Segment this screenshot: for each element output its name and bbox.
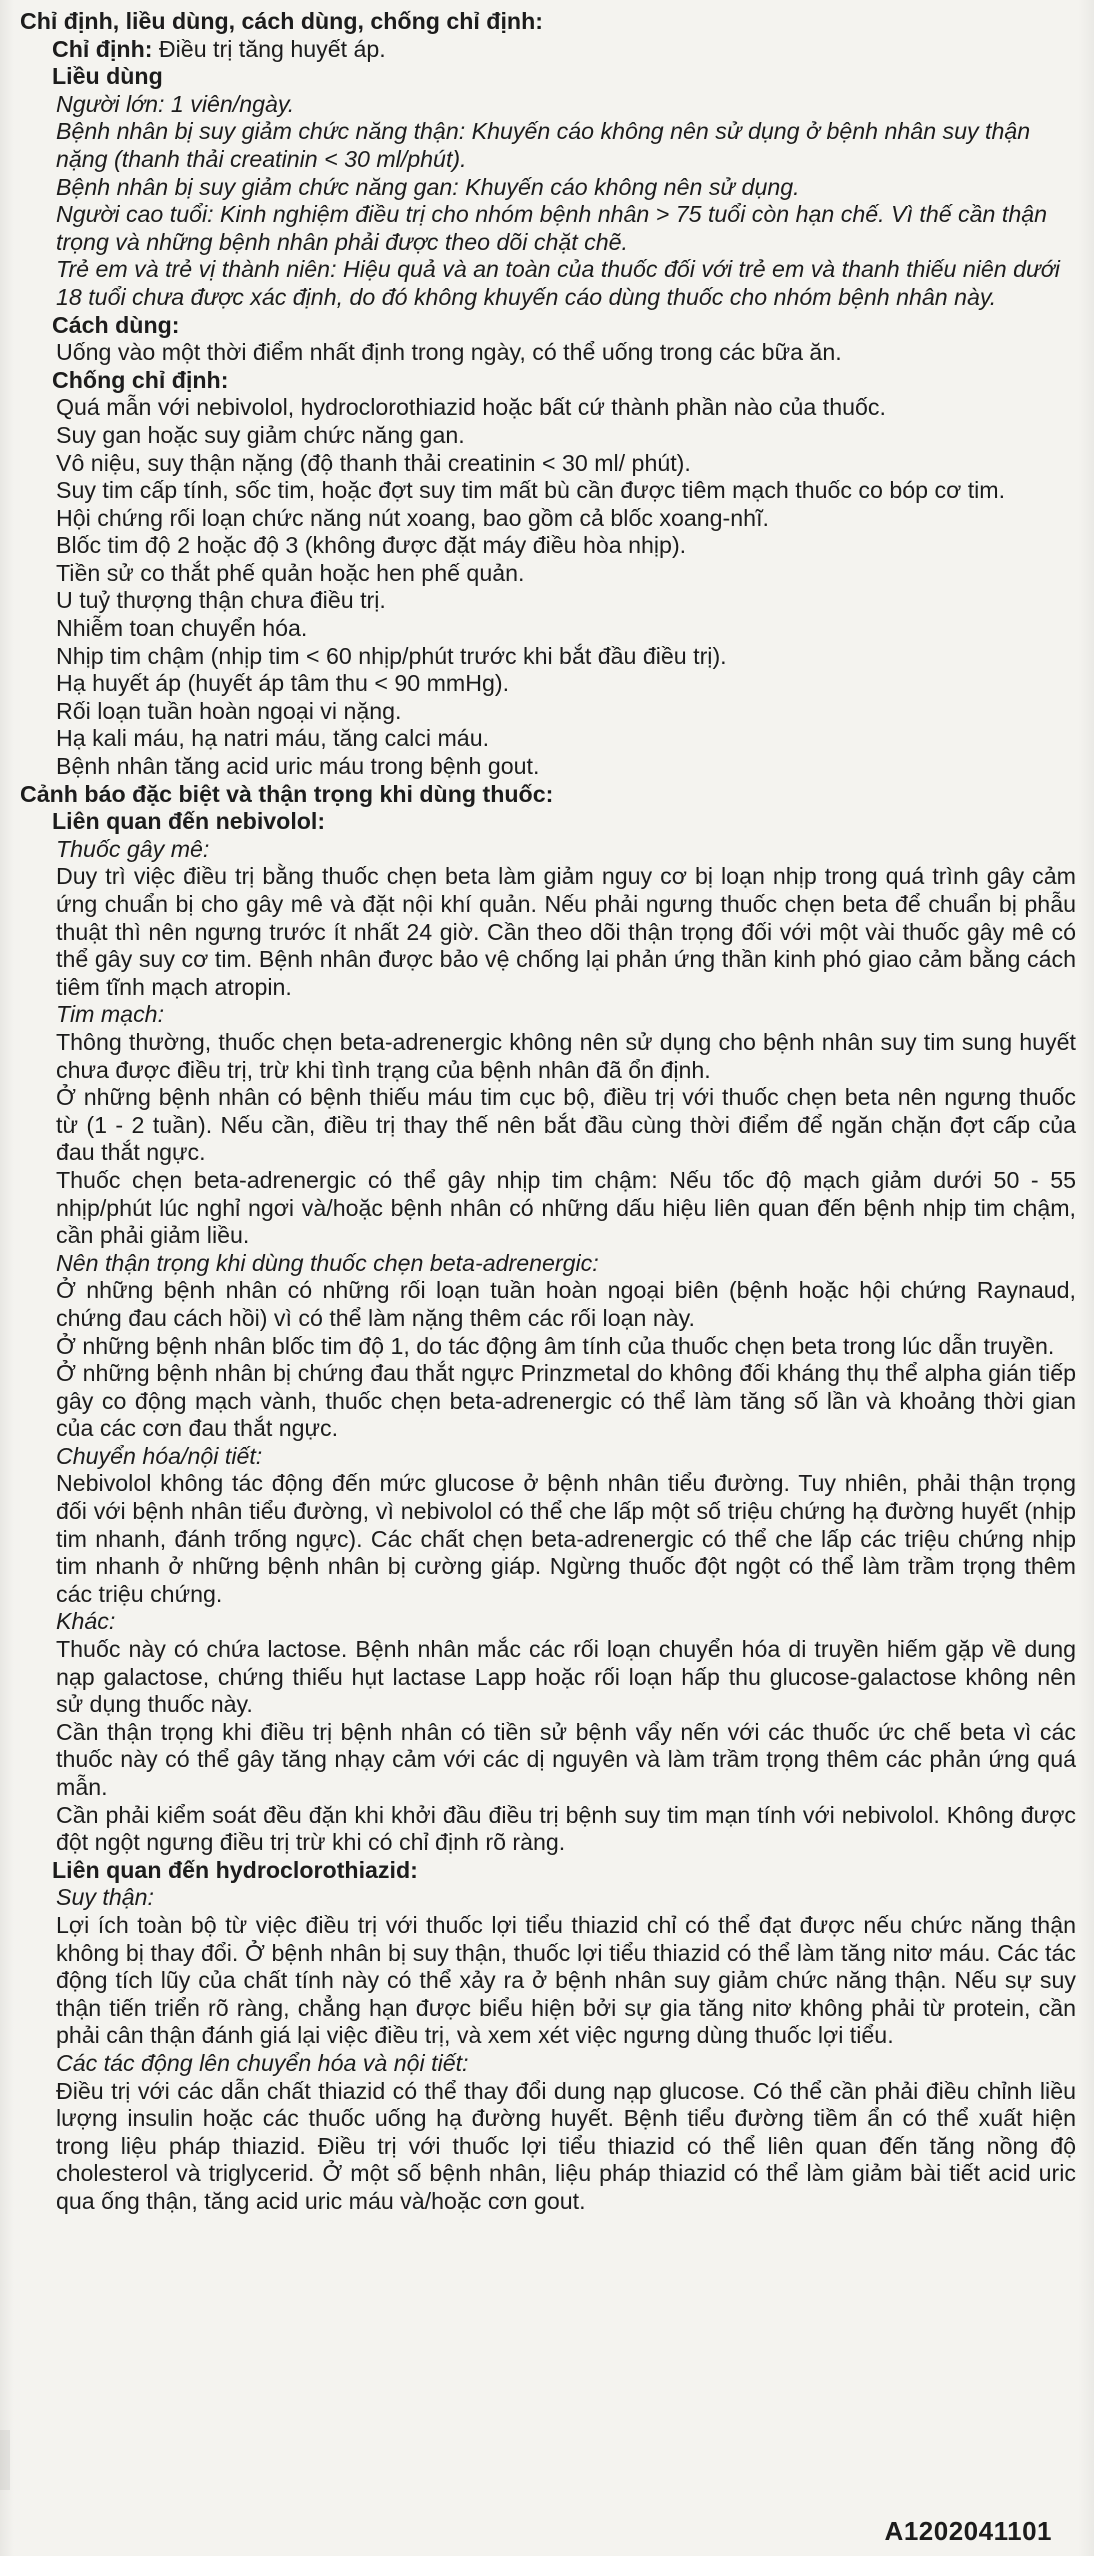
- contraindication-item: Quá mẫn với nebivolol, hydroclorothiazid hoặc bất cứ thành phần nào của thuốc.: [56, 394, 886, 421]
- section-title-indications: Chỉ định, liều dùng, cách dùng, chống chỉ định:: [20, 8, 543, 34]
- contraindication-item: Nhiễm toan chuyển hóa.: [56, 615, 308, 642]
- contraindication-item: Bệnh nhân tăng acid uric máu trong bệnh gout.: [56, 753, 540, 780]
- contraindication-item: Tiền sử co thắt phế quản hoặc hen phế quản.: [56, 559, 525, 586]
- other-paragraph: Cần phải kiểm soát đều đặn khi khởi đầu điều trị bệnh suy tim mạn tính với nebivolol. Không được đột ngột ngưng điều trị trừ khi có chỉ định rõ ràng.: [56, 1801, 1076, 1856]
- anesthesia-text: Duy trì việc điều trị bằng thuốc chẹn beta làm giảm nguy cơ bị loạn nhịp trong quá trình gây cảm ứng chuẩn bị cho gây mê và đặt nội khí quản. Nếu phải ngưng thuốc chẹn beta để chuẩn bị phẫu thuật thì nên ngưng trước ít nhất 24 giờ. Cần theo dõi thận trọng đối với một vài thuốc gây mê có thể gây suy cơ tim. Bệnh nhân được bảo vệ chống lại phản ứng thần kinh phó giao cảm bằng cách tiêm tĩnh mạch atropin.: [56, 863, 1076, 1000]
- contraindication-item: U tuỷ thượng thận chưa điều trị.: [56, 587, 386, 614]
- dosage-children: Trẻ em và trẻ vị thành niên: Hiệu quả và an toàn của thuốc đối với trẻ em và thanh thiếu niên dưới 18 tuổi chưa được xác định, do đó không khuyến cáo dùng thuốc cho nhóm bệnh nhân này.: [56, 256, 1060, 310]
- administration-heading: Cách dùng:: [52, 311, 180, 338]
- contraindications-heading: Chống chỉ định:: [52, 366, 229, 393]
- leaflet-text-body: [14, 8, 1076, 2216]
- caution-paragraph: Ở những bệnh nhân có những rối loạn tuần hoàn ngoại biên (bệnh hoặc hội chứng Raynaud, chứng đau cách hồi) vì có thể làm nặng thêm các rối loạn này.: [56, 1277, 1076, 1331]
- caution-heading: Nên thận trọng khi dùng thuốc chẹn beta-adrenergic:: [56, 1249, 599, 1276]
- other-paragraph: Cần thận trọng khi điều trị bệnh nhân có tiền sử bệnh vẩy nến với các thuốc ức chế beta vì các thuốc này có thể gây tăng nhạy cảm với các dị nguyên và làm trầm trọng thêm các phản ứng quá mẫn.: [56, 1718, 1076, 1800]
- contraindication-item: Vô niệu, suy thận nặng (độ thanh thải creatinin < 30 ml/ phút).: [56, 449, 691, 476]
- document-code: A1202041101: [884, 2516, 1052, 2546]
- indication-text: Điều trị tăng huyết áp.: [152, 35, 386, 62]
- dosage-renal: Bệnh nhân bị suy giảm chức năng thận: Khuyến cáo không nên sử dụng ở bệnh nhân suy thận nặng (thanh thải creatinin < 30 ml/phút).: [56, 118, 1031, 172]
- dosage-elderly: Người cao tuổi: Kinh nghiệm điều trị cho nhóm bệnh nhân > 75 tuổi còn hạn chế. Vì thế cần thận trọng và những bệnh nhân phải được theo dõi chặt chẽ.: [56, 201, 1048, 255]
- contraindication-item: Hạ kali máu, hạ natri máu, tăng calci máu.: [56, 725, 490, 752]
- administration-text: Uống vào một thời điểm nhất định trong ngày, có thể uống trong các bữa ăn.: [56, 339, 842, 366]
- caution-paragraph: Ở những bệnh nhân blốc tim độ 1, do tác động âm tính của thuốc chẹn beta trong lúc dẫn truyền.: [56, 1332, 1055, 1359]
- other-paragraph: Thuốc này có chứa lactose. Bệnh nhân mắc các rối loạn chuyển hóa di truyền hiếm gặp về dung nạp galactose, chứng thiếu hụt lactase Lapp hoặc rối loạn hấp thu glucose-galactose không nên sử dụng thuốc này.: [56, 1636, 1076, 1718]
- contraindication-item: Blốc tim độ 2 hoặc độ 3 (không được đặt máy điều hòa nhịp).: [56, 532, 687, 559]
- other-heading: Khác:: [56, 1608, 116, 1635]
- section-title-warnings: Cảnh báo đặc biệt và thận trọng khi dùng thuốc:: [20, 780, 554, 807]
- contraindication-item: Rối loạn tuần hoàn ngoại vi nặng.: [56, 697, 402, 724]
- contraindication-item: Hạ huyết áp (huyết áp tâm thu < 90 mmHg).: [56, 670, 510, 697]
- anesthesia-heading: Thuốc gây mê:: [56, 835, 210, 862]
- metabolic-endocrine-text: Điều trị với các dẫn chất thiazid có thể thay đổi dung nạp glucose. Có thể cần phải điều chỉnh liều lượng insulin hoặc các thuốc uống hạ đường huyết. Bệnh tiểu đường tiềm ẩn có thể xuất hiện trong liệu pháp thiazid. Điều trị với thuốc lợi tiểu thiazid có thể liên quan đến tăng nồng độ cholesterol và triglycerid. Ở một số bệnh nhân, liệu pháp thiazid có thể làm giảm bài tiết acid uric qua ống thận, tăng acid uric máu và/hoặc cơn gout.: [56, 2077, 1076, 2214]
- paper-edge-shadow: [0, 2430, 10, 2490]
- cardiovascular-paragraph: Thuốc chẹn beta-adrenergic có thể gây nhịp tim chậm: Nếu tốc độ mạch giảm dưới 50 - 55 nhịp/phút lúc nghỉ ngơi và/hoặc bệnh nhân có những dấu hiệu liên quan đến bệnh nhịp tim chậm, cần phải giảm liều.: [56, 1166, 1076, 1249]
- dosage-heading: Liều dùng: [52, 63, 163, 90]
- hctz-heading: Liên quan đến hydroclorothiazid:: [52, 1856, 418, 1883]
- contraindication-item: Suy tim cấp tính, sốc tim, hoặc đợt suy tim mất bù cần được tiêm mạch thuốc co bóp cơ tim.: [56, 477, 1006, 504]
- dosage-adult: Người lớn: 1 viên/ngày.: [56, 90, 295, 117]
- metabolic-endocrine-heading: Các tác động lên chuyển hóa và nội tiết:: [56, 2049, 469, 2076]
- renal-failure-text: Lợi ích toàn bộ từ việc điều trị với thuốc lợi tiểu thiazid chỉ có thể đạt được nếu chức năng thận không bị thay đổi. Ở bệnh nhân bị suy thận, thuốc lợi tiểu thiazid có thể làm tăng nitơ máu. Các tác động tích lũy của chất tính này có thể xảy ra ở bệnh nhân suy giảm chức năng thận. Nếu sự suy thận tiến triển rõ ràng, chẳng hạn được biểu hiện bởi sự gia tăng nitơ không phải từ protein, cần phải cân thận đánh giá lại việc điều trị, và xem xét việc ngưng dùng thuốc lợi tiểu.: [56, 1911, 1076, 2049]
- cardiovascular-heading: Tim mạch:: [56, 1001, 165, 1028]
- metabolic-heading: Chuyển hóa/nội tiết:: [56, 1442, 263, 1469]
- contraindication-item: Nhịp tim chậm (nhịp tim < 60 nhịp/phút trước khi bắt đầu điều trị).: [56, 642, 727, 669]
- indication-label: Chỉ định:: [52, 35, 153, 62]
- indication-line: [14, 36, 1076, 64]
- cardiovascular-paragraph: Thông thường, thuốc chẹn beta-adrenergic không nên sử dụng cho bệnh nhân suy tim sung huyết chưa được điều trị, trừ khi tình trạng của bệnh nhân đã ổn định.: [56, 1028, 1076, 1083]
- dosage-hepatic: Bệnh nhân bị suy giảm chức năng gan: Khuyến cáo không nên sử dụng.: [56, 173, 800, 200]
- contraindication-item: Hội chứng rối loạn chức năng nút xoang, bao gồm cả blốc xoang-nhĩ.: [56, 504, 769, 531]
- caution-paragraph: Ở những bệnh nhân bị chứng đau thắt ngực Prinzmetal do không đối kháng thụ thể alpha gián tiếp gây co động mạch vành, thuốc chẹn beta-adrenergic có thể làm tăng số lần và khoảng thời gian của các cơn đau thắt ngực.: [56, 1360, 1076, 1442]
- contraindication-item: Suy gan hoặc suy giảm chức năng gan.: [56, 421, 465, 448]
- cardiovascular-paragraph: Ở những bệnh nhân có bệnh thiếu máu tim cục bộ, điều trị với thuốc chẹn beta nên ngưng thuốc từ (1 - 2 tuần). Nếu cần, điều trị thay thế nên bắt đầu cùng thời điểm để ngăn chặn đợt cấp của đau thắt ngực.: [56, 1084, 1076, 1166]
- nebivolol-heading: Liên quan đến nebivolol:: [52, 808, 326, 835]
- metabolic-text: Nebivolol không tác động đến mức glucose ở bệnh nhân tiểu đường. Tuy nhiên, phải thận trọng đối với bệnh nhân tiểu đường, vì nebivolol có thể che lấp một số triệu chứng hạ đường huyết (nhịp tim nhanh, đánh trống ngực). Các chất chẹn beta-adrenergic có thể che lấp các triệu chứng nhịp tim nhanh ở những bệnh nhân bị cường giáp. Ngừng thuốc đột ngột có thể làm trầm trọng thêm các triệu chứng.: [56, 1470, 1076, 1607]
- renal-failure-heading: Suy thận:: [56, 1884, 154, 1911]
